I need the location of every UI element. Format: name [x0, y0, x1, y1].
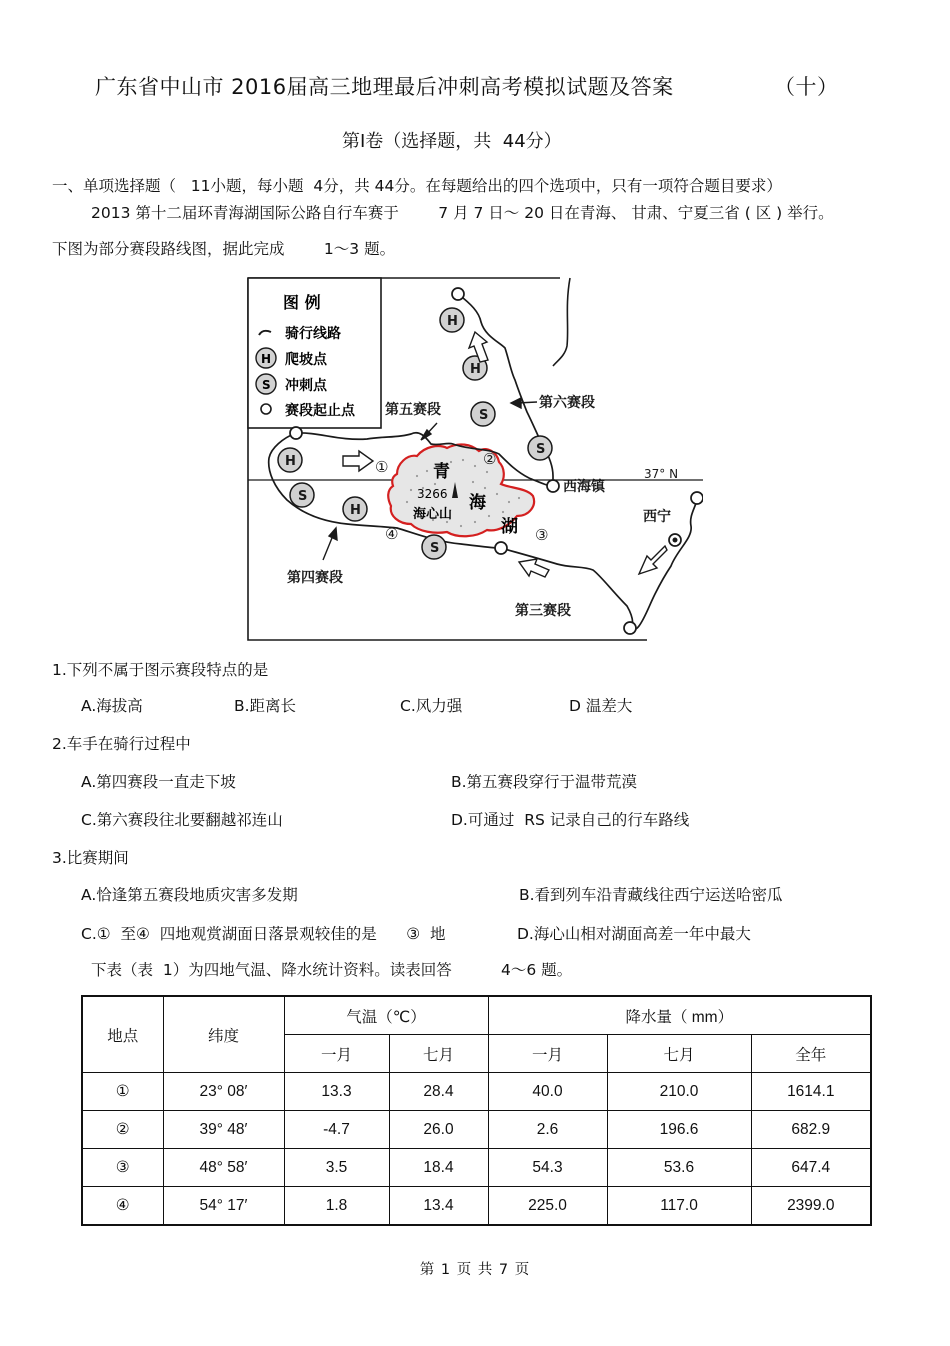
q3-option-d: D.海心山相对湖面高差一年中最大 [517, 925, 751, 943]
lake-label-hai: 海 [469, 493, 486, 513]
table-cell: 18.4 [389, 1149, 488, 1187]
direction-arrow-icon [519, 559, 549, 577]
header-temp-jan: 一月 [284, 1035, 389, 1073]
legend-climb-symbol: H [261, 352, 272, 366]
legend-sprint-symbol: S [262, 378, 271, 392]
q1-option-a: A.海拔高 [81, 697, 143, 715]
table-intro: 下表（表 1）为四地气温、降水统计资料。读表回答 4～6 题。 [91, 961, 573, 979]
haixin-mountain-label: 海心山 [413, 507, 453, 522]
q1-option-d: D 温差大 [569, 697, 633, 715]
q2-option-c: C.第六赛段往北要翻越祁连山 [81, 811, 283, 829]
stage-point [624, 622, 636, 634]
header-place: 地点 [82, 996, 163, 1073]
svg-text:H: H [285, 454, 296, 469]
q3-option-a: A.恰逢第五赛段地质灾害多发期 [81, 886, 298, 904]
table-cell: 48° 58′ [163, 1149, 284, 1187]
svg-text:S: S [479, 408, 489, 423]
legend-title: 图 例 [283, 293, 321, 312]
direction-arrow-icon [639, 546, 667, 574]
marker-2: ② [483, 450, 497, 468]
latitude-label: 37° N [644, 467, 679, 481]
svg-text:S: S [536, 442, 546, 457]
lake-label-qing: 青 [433, 462, 450, 482]
table-cell: ③ [82, 1149, 163, 1187]
table-row [82, 1187, 871, 1226]
svg-text:S: S [298, 489, 308, 504]
elevation-label: 3266 [417, 487, 448, 501]
q1-option-b: B.距离长 [234, 697, 297, 715]
table-cell: 54.3 [488, 1149, 607, 1187]
page-title-suffix: （十） [774, 75, 839, 99]
stage-6-label: 第六赛段 [539, 395, 595, 411]
table-cell: ① [82, 1073, 163, 1111]
svg-text:S: S [430, 541, 440, 556]
table-cell: ② [82, 1111, 163, 1149]
table-cell: 53.6 [607, 1149, 751, 1187]
table-cell: 26.0 [389, 1111, 488, 1149]
legend-stage-point: 赛段起止点 [285, 403, 355, 419]
question-1-stem: 1.下列不属于图示赛段特点的是 [52, 661, 269, 679]
q2-option-a: A.第四赛段一直走下坡 [81, 773, 236, 791]
xining-label: 西宁 [643, 509, 671, 525]
stage-3-label: 第三赛段 [515, 603, 571, 619]
stage-point [691, 492, 703, 504]
table-cell: 210.0 [607, 1073, 751, 1111]
climate-table [81, 995, 872, 1226]
header-precip-jan: 一月 [488, 1035, 607, 1073]
table-cell: 117.0 [607, 1187, 751, 1226]
legend-sprint: 冲刺点 [285, 378, 327, 394]
table-cell: 13.4 [389, 1187, 488, 1226]
material-line-1: 2013 第十二届环青海湖国际公路自行车赛于 7 月 7 日～ 20 日在青海、 甘肃、宁夏三省 ( 区 ) 举行。 [91, 204, 834, 222]
table-cell: -4.7 [284, 1111, 389, 1149]
header-temp-jul: 七月 [389, 1035, 488, 1073]
table-cell: 2399.0 [751, 1187, 871, 1226]
table-row [82, 1149, 871, 1187]
table-cell: 13.3 [284, 1073, 389, 1111]
table-cell: ④ [82, 1187, 163, 1226]
direction-arrow-icon [343, 451, 373, 471]
table-cell: 682.9 [751, 1111, 871, 1149]
svg-text:H: H [470, 362, 481, 377]
q3-option-c: C.① 至④ 四地观赏湖面日落景观较佳的是 ③ 地 [81, 925, 446, 943]
legend-route: 骑行线路 [285, 326, 341, 342]
stage-4-label: 第四赛段 [287, 570, 343, 586]
stage-point [547, 480, 559, 492]
material-line-2: 下图为部分赛段路线图，据此完成 1～3 题。 [52, 240, 396, 258]
marker-1: ① [375, 458, 389, 476]
stage-point [290, 427, 302, 439]
svg-text:H: H [350, 503, 361, 518]
table-row [82, 1073, 871, 1111]
table-cell: 40.0 [488, 1073, 607, 1111]
section-heading: 第Ⅰ卷（选择题，共 44分） [342, 131, 562, 152]
header-precip-year: 全年 [751, 1035, 871, 1073]
stage-5-label: 第五赛段 [385, 402, 441, 418]
stage-point [452, 288, 464, 300]
table-cell: 23° 08′ [163, 1073, 284, 1111]
legend-climb: 爬坡点 [285, 352, 327, 368]
q2-option-b: B.第五赛段穿行于温带荒漠 [451, 773, 638, 791]
table-cell: 39° 48′ [163, 1111, 284, 1149]
table-cell: 196.6 [607, 1111, 751, 1149]
race-route-map [247, 276, 703, 641]
table-cell: 1.8 [284, 1187, 389, 1226]
header-precip-jul: 七月 [607, 1035, 751, 1073]
map-legend [248, 278, 381, 428]
q2-option-d: D.可通过 RS 记录自己的行车路线 [451, 811, 690, 829]
marker-4: ④ [385, 525, 399, 543]
header-temperature: 气温（℃） [284, 996, 488, 1035]
table-cell: 2.6 [488, 1111, 607, 1149]
table-cell: 225.0 [488, 1187, 607, 1226]
q3-option-b: B.看到列车沿青藏线往西宁运送哈密瓜 [519, 886, 783, 904]
lake-label-hu: 湖 [501, 517, 518, 537]
page-footer: 第 1 页 共 7 页 [419, 1262, 531, 1278]
table-cell: 1614.1 [751, 1073, 871, 1111]
table-cell: 3.5 [284, 1149, 389, 1187]
stage-point [495, 542, 507, 554]
xihai-town-label: 西海镇 [563, 479, 605, 495]
svg-text:H: H [447, 314, 458, 329]
table-cell: 28.4 [389, 1073, 488, 1111]
header-precipitation: 降水量（ mm） [488, 996, 871, 1035]
instruction-line: 一、单项选择题（ 11小题，每小题 4分，共 44分。在每题给出的四个选项中，只有一项符合题目要求） [52, 177, 782, 195]
table-row [82, 1111, 871, 1149]
table-cell: 647.4 [751, 1149, 871, 1187]
header-latitude: 纬度 [163, 996, 284, 1073]
page-title: 广东省中山市 2016届高三地理最后冲刺高考模拟试题及答案 [95, 75, 674, 99]
question-2-stem: 2.车手在骑行过程中 [52, 735, 191, 753]
question-3-stem: 3.比赛期间 [52, 849, 129, 867]
marker-3: ③ [535, 526, 549, 544]
q1-option-c: C.风力强 [400, 697, 463, 715]
table-cell: 54° 17′ [163, 1187, 284, 1226]
